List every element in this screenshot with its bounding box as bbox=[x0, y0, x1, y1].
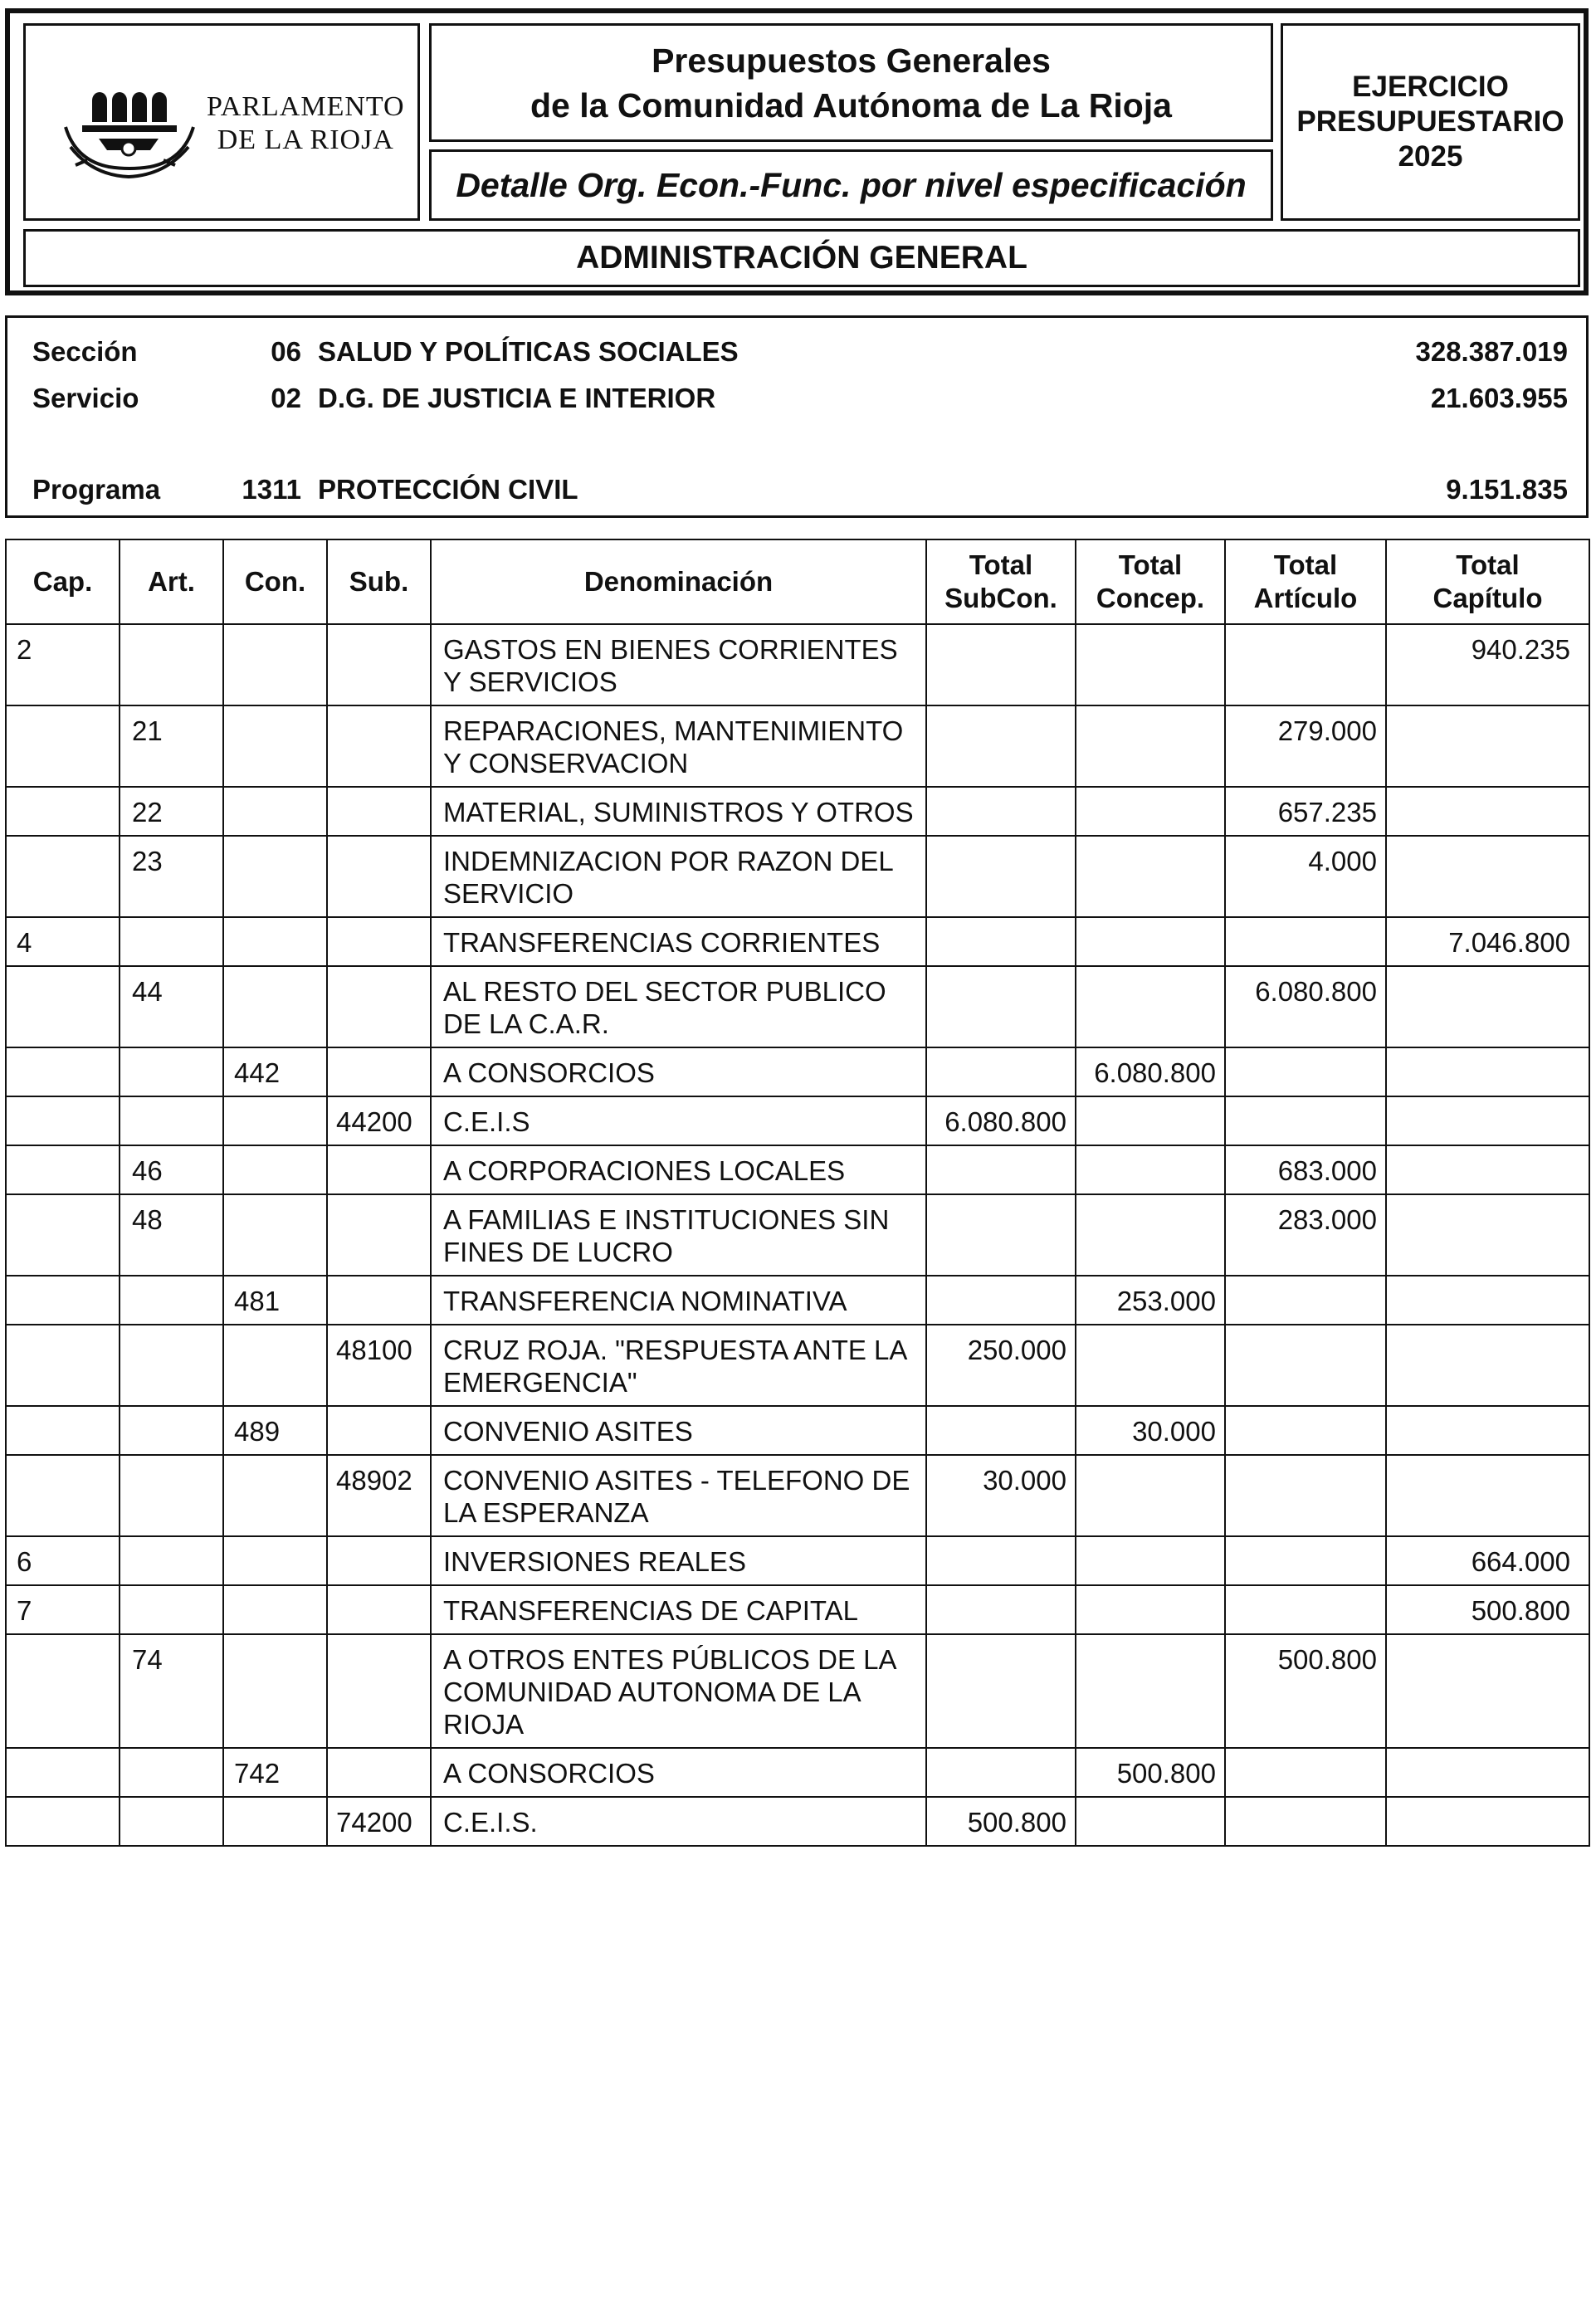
cap-cell bbox=[6, 1406, 120, 1455]
total-articulo-cell bbox=[1225, 1797, 1386, 1846]
table-row bbox=[6, 966, 1589, 1047]
con-cell: 742 bbox=[223, 1748, 327, 1797]
table-row bbox=[6, 1194, 1589, 1276]
con-cell bbox=[223, 836, 327, 917]
header-total-articulo-2: Artículo bbox=[1253, 583, 1358, 613]
total-articulo-cell: 283.000 bbox=[1225, 1194, 1386, 1276]
cap-cell bbox=[6, 1145, 120, 1194]
logo-line-2: DE LA RIOJA bbox=[217, 124, 394, 155]
header-art: Art. bbox=[120, 539, 223, 624]
sub-cell: 48902 bbox=[327, 1455, 431, 1536]
denominacion-cell: INVERSIONES REALES bbox=[431, 1536, 926, 1585]
art-cell bbox=[120, 1748, 223, 1797]
total-subcon-cell bbox=[926, 1406, 1076, 1455]
total-subcon-cell: 250.000 bbox=[926, 1325, 1076, 1406]
con-cell bbox=[223, 1536, 327, 1585]
total-subcon-cell bbox=[926, 966, 1076, 1047]
con-cell bbox=[223, 966, 327, 1047]
table-row bbox=[6, 787, 1589, 836]
table-row bbox=[6, 836, 1589, 917]
header-total-subcon-2: SubCon. bbox=[944, 583, 1057, 613]
sub-cell bbox=[327, 705, 431, 787]
programa-label: Programa bbox=[32, 474, 161, 505]
header-total-capitulo-1: Total bbox=[1456, 549, 1520, 580]
table-row bbox=[6, 1047, 1589, 1096]
total-capitulo-cell bbox=[1386, 966, 1589, 1047]
art-cell: 46 bbox=[120, 1145, 223, 1194]
cap-cell bbox=[6, 1194, 120, 1276]
document-header bbox=[5, 8, 1589, 295]
total-concep-cell bbox=[1076, 836, 1225, 917]
art-cell: 44 bbox=[120, 966, 223, 1047]
logo-box bbox=[23, 23, 420, 221]
total-capitulo-cell bbox=[1386, 1096, 1589, 1145]
total-articulo-cell bbox=[1225, 1536, 1386, 1585]
budget-info-block bbox=[5, 315, 1589, 518]
total-subcon-cell bbox=[926, 1536, 1076, 1585]
header-total-subcon-1: Total bbox=[969, 549, 1033, 580]
art-cell bbox=[120, 1276, 223, 1325]
total-capitulo-cell: 940.235 bbox=[1386, 624, 1589, 705]
total-articulo-cell bbox=[1225, 1325, 1386, 1406]
cap-cell: 7 bbox=[6, 1585, 120, 1634]
total-capitulo-cell bbox=[1386, 1276, 1589, 1325]
art-cell: 21 bbox=[120, 705, 223, 787]
seccion-row bbox=[7, 336, 1586, 369]
total-subcon-cell: 6.080.800 bbox=[926, 1096, 1076, 1145]
total-articulo-cell bbox=[1225, 1748, 1386, 1797]
cap-cell bbox=[6, 966, 120, 1047]
total-articulo-cell: 6.080.800 bbox=[1225, 966, 1386, 1047]
table-row bbox=[6, 1276, 1589, 1325]
sub-cell bbox=[327, 1406, 431, 1455]
total-articulo-cell bbox=[1225, 1096, 1386, 1145]
seccion-name: SALUD Y POLÍTICAS SOCIALES bbox=[318, 336, 739, 367]
cap-cell bbox=[6, 705, 120, 787]
total-capitulo-cell bbox=[1386, 1194, 1589, 1276]
total-subcon-cell bbox=[926, 1276, 1076, 1325]
denominacion-cell: MATERIAL, SUMINISTROS Y OTROS bbox=[431, 787, 926, 836]
sub-cell bbox=[327, 787, 431, 836]
art-cell bbox=[120, 1325, 223, 1406]
total-concep-cell bbox=[1076, 705, 1225, 787]
total-articulo-cell bbox=[1225, 1585, 1386, 1634]
total-concep-cell bbox=[1076, 624, 1225, 705]
art-cell: 23 bbox=[120, 836, 223, 917]
programa-code: 1311 bbox=[242, 474, 301, 505]
denominacion-cell: C.E.I.S bbox=[431, 1096, 926, 1145]
denominacion-cell: A CONSORCIOS bbox=[431, 1047, 926, 1096]
total-concep-cell bbox=[1076, 1797, 1225, 1846]
cap-cell bbox=[6, 1276, 120, 1325]
total-capitulo-cell bbox=[1386, 705, 1589, 787]
table-row bbox=[6, 1145, 1589, 1194]
ejercicio-line-2: PRESUPUESTARIO bbox=[1296, 105, 1564, 138]
cap-cell bbox=[6, 1325, 120, 1406]
total-capitulo-cell bbox=[1386, 1325, 1589, 1406]
denominacion-cell: A CONSORCIOS bbox=[431, 1748, 926, 1797]
total-articulo-cell bbox=[1225, 1276, 1386, 1325]
total-articulo-cell: 683.000 bbox=[1225, 1145, 1386, 1194]
sub-cell bbox=[327, 966, 431, 1047]
sub-cell bbox=[327, 1276, 431, 1325]
total-subcon-cell bbox=[926, 917, 1076, 966]
total-concep-cell bbox=[1076, 1145, 1225, 1194]
cap-cell: 2 bbox=[6, 624, 120, 705]
total-capitulo-cell: 500.800 bbox=[1386, 1585, 1589, 1634]
report-subtitle: Detalle Org. Econ.-Func. por nivel especificación bbox=[429, 149, 1273, 221]
art-cell bbox=[120, 917, 223, 966]
table-header-row bbox=[6, 539, 1589, 624]
total-subcon-cell bbox=[926, 1748, 1076, 1797]
total-articulo-cell bbox=[1225, 917, 1386, 966]
total-subcon-cell bbox=[926, 705, 1076, 787]
total-concep-cell bbox=[1076, 917, 1225, 966]
programa-row bbox=[7, 474, 1586, 507]
total-concep-cell bbox=[1076, 1585, 1225, 1634]
sub-cell bbox=[327, 1536, 431, 1585]
total-concep-cell bbox=[1076, 1325, 1225, 1406]
con-cell bbox=[223, 1096, 327, 1145]
total-subcon-cell bbox=[926, 624, 1076, 705]
header-total-subcon bbox=[926, 539, 1076, 624]
programa-name: PROTECCIÓN CIVIL bbox=[318, 474, 578, 505]
total-subcon-cell bbox=[926, 787, 1076, 836]
sub-cell: 74200 bbox=[327, 1797, 431, 1846]
total-capitulo-cell bbox=[1386, 1748, 1589, 1797]
cap-cell bbox=[6, 836, 120, 917]
ejercicio-line-1: EJERCICIO bbox=[1352, 71, 1509, 103]
total-capitulo-cell bbox=[1386, 1634, 1589, 1748]
art-cell bbox=[120, 624, 223, 705]
header-total-concep bbox=[1076, 539, 1225, 624]
total-subcon-cell bbox=[926, 1145, 1076, 1194]
total-capitulo-cell: 7.046.800 bbox=[1386, 917, 1589, 966]
total-concep-cell: 30.000 bbox=[1076, 1406, 1225, 1455]
servicio-code: 02 bbox=[271, 383, 301, 413]
total-capitulo-cell bbox=[1386, 1145, 1589, 1194]
header-total-concep-2: Concep. bbox=[1096, 583, 1205, 613]
seccion-amount: 328.387.019 bbox=[1415, 336, 1568, 367]
cap-cell bbox=[6, 1455, 120, 1536]
sub-cell bbox=[327, 1748, 431, 1797]
total-concep-cell: 253.000 bbox=[1076, 1276, 1225, 1325]
denominacion-cell: CONVENIO ASITES bbox=[431, 1406, 926, 1455]
total-subcon-cell bbox=[926, 1047, 1076, 1096]
seccion-label: Sección bbox=[32, 336, 138, 367]
title-line-2: de la Comunidad Autónoma de La Rioja bbox=[530, 85, 1172, 124]
art-cell bbox=[120, 1797, 223, 1846]
sub-cell bbox=[327, 1047, 431, 1096]
sub-cell bbox=[327, 624, 431, 705]
con-cell bbox=[223, 1797, 327, 1846]
header-total-articulo-1: Total bbox=[1273, 549, 1338, 580]
total-capitulo-cell bbox=[1386, 1406, 1589, 1455]
total-concep-cell bbox=[1076, 1536, 1225, 1585]
denominacion-cell: TRANSFERENCIA NOMINATIVA bbox=[431, 1276, 926, 1325]
total-articulo-cell bbox=[1225, 1406, 1386, 1455]
denominacion-cell: C.E.I.S. bbox=[431, 1797, 926, 1846]
cap-cell bbox=[6, 1748, 120, 1797]
total-capitulo-cell bbox=[1386, 1455, 1589, 1536]
parliament-logo-icon bbox=[59, 67, 208, 192]
table-row bbox=[6, 1096, 1589, 1145]
denominacion-cell: A FAMILIAS E INSTITUCIONES SIN FINES DE LUCRO bbox=[431, 1194, 926, 1276]
total-capitulo-cell bbox=[1386, 836, 1589, 917]
total-concep-cell: 500.800 bbox=[1076, 1748, 1225, 1797]
servicio-name: D.G. DE JUSTICIA E INTERIOR bbox=[318, 383, 716, 413]
table-body bbox=[6, 624, 1589, 1846]
table-row bbox=[6, 1797, 1589, 1846]
con-cell bbox=[223, 917, 327, 966]
denominacion-cell: CRUZ ROJA. "RESPUESTA ANTE LA EMERGENCIA" bbox=[431, 1325, 926, 1406]
con-cell: 442 bbox=[223, 1047, 327, 1096]
logo-line-1: PARLAMENTO bbox=[207, 91, 405, 122]
sub-cell: 44200 bbox=[327, 1096, 431, 1145]
header-sub: Sub. bbox=[327, 539, 431, 624]
total-capitulo-cell bbox=[1386, 1797, 1589, 1846]
total-articulo-cell bbox=[1225, 624, 1386, 705]
art-cell: 22 bbox=[120, 787, 223, 836]
cap-cell bbox=[6, 1634, 120, 1748]
con-cell: 481 bbox=[223, 1276, 327, 1325]
con-cell bbox=[223, 1634, 327, 1748]
table-row bbox=[6, 1325, 1589, 1406]
servicio-label: Servicio bbox=[32, 383, 139, 413]
header-cap: Cap. bbox=[6, 539, 120, 624]
con-cell bbox=[223, 1325, 327, 1406]
header-total-concep-1: Total bbox=[1118, 549, 1183, 580]
art-cell bbox=[120, 1536, 223, 1585]
cap-cell: 6 bbox=[6, 1536, 120, 1585]
cap-cell bbox=[6, 1096, 120, 1145]
title-line-1: Presupuestos Generales bbox=[652, 41, 1051, 80]
servicio-row bbox=[7, 383, 1586, 416]
total-articulo-cell: 657.235 bbox=[1225, 787, 1386, 836]
total-articulo-cell bbox=[1225, 1455, 1386, 1536]
total-subcon-cell bbox=[926, 1585, 1076, 1634]
table-row bbox=[6, 705, 1589, 787]
total-capitulo-cell: 664.000 bbox=[1386, 1536, 1589, 1585]
con-cell bbox=[223, 705, 327, 787]
sub-cell bbox=[327, 836, 431, 917]
total-concep-cell bbox=[1076, 1455, 1225, 1536]
budget-title bbox=[429, 23, 1273, 142]
table-row bbox=[6, 1536, 1589, 1585]
servicio-amount: 21.603.955 bbox=[1430, 383, 1568, 413]
total-subcon-cell: 30.000 bbox=[926, 1455, 1076, 1536]
header-denominacion: Denominación bbox=[431, 539, 926, 624]
total-subcon-cell bbox=[926, 1194, 1076, 1276]
sub-cell: 48100 bbox=[327, 1325, 431, 1406]
total-subcon-cell bbox=[926, 836, 1076, 917]
sub-cell bbox=[327, 917, 431, 966]
total-subcon-cell bbox=[926, 1634, 1076, 1748]
cap-cell: 4 bbox=[6, 917, 120, 966]
denominacion-cell: A CORPORACIONES LOCALES bbox=[431, 1145, 926, 1194]
denominacion-cell: TRANSFERENCIAS CORRIENTES bbox=[431, 917, 926, 966]
table-row bbox=[6, 1634, 1589, 1748]
table-row bbox=[6, 624, 1589, 705]
cap-cell bbox=[6, 1797, 120, 1846]
seccion-code: 06 bbox=[271, 336, 301, 367]
art-cell bbox=[120, 1406, 223, 1455]
programa-amount: 9.151.835 bbox=[1446, 474, 1568, 505]
sub-cell bbox=[327, 1585, 431, 1634]
cap-cell bbox=[6, 787, 120, 836]
con-cell bbox=[223, 1455, 327, 1536]
con-cell bbox=[223, 624, 327, 705]
con-cell: 489 bbox=[223, 1406, 327, 1455]
total-capitulo-cell bbox=[1386, 787, 1589, 836]
art-cell: 74 bbox=[120, 1634, 223, 1748]
total-articulo-cell: 500.800 bbox=[1225, 1634, 1386, 1748]
header-total-capitulo bbox=[1386, 539, 1589, 624]
ejercicio-year: 2025 bbox=[1398, 140, 1463, 173]
total-concep-cell bbox=[1076, 1634, 1225, 1748]
sub-cell bbox=[327, 1634, 431, 1748]
header-total-capitulo-2: Capítulo bbox=[1432, 583, 1543, 613]
table-row bbox=[6, 1748, 1589, 1797]
sub-cell bbox=[327, 1145, 431, 1194]
total-concep-cell: 6.080.800 bbox=[1076, 1047, 1225, 1096]
fiscal-year-box bbox=[1281, 23, 1580, 221]
header-con: Con. bbox=[223, 539, 327, 624]
denominacion-cell: A OTROS ENTES PÚBLICOS DE LA COMUNIDAD AUTONOMA DE LA RIOJA bbox=[431, 1634, 926, 1748]
table-row bbox=[6, 917, 1589, 966]
denominacion-cell: AL RESTO DEL SECTOR PUBLICO DE LA C.A.R. bbox=[431, 966, 926, 1047]
total-concep-cell bbox=[1076, 966, 1225, 1047]
denominacion-cell: INDEMNIZACION POR RAZON DEL SERVICIO bbox=[431, 836, 926, 917]
art-cell bbox=[120, 1047, 223, 1096]
total-capitulo-cell bbox=[1386, 1047, 1589, 1096]
art-cell: 48 bbox=[120, 1194, 223, 1276]
total-concep-cell bbox=[1076, 787, 1225, 836]
art-cell bbox=[120, 1096, 223, 1145]
denominacion-cell: REPARACIONES, MANTENIMIENTO Y CONSERVACION bbox=[431, 705, 926, 787]
table-row bbox=[6, 1455, 1589, 1536]
administracion-title: ADMINISTRACIÓN GENERAL bbox=[23, 229, 1580, 287]
con-cell bbox=[223, 1145, 327, 1194]
con-cell bbox=[223, 1194, 327, 1276]
total-subcon-cell: 500.800 bbox=[926, 1797, 1076, 1846]
header-total-articulo bbox=[1225, 539, 1386, 624]
denominacion-cell: CONVENIO ASITES - TELEFONO DE LA ESPERANZA bbox=[431, 1455, 926, 1536]
con-cell bbox=[223, 787, 327, 836]
denominacion-cell: GASTOS EN BIENES CORRIENTES Y SERVICIOS bbox=[431, 624, 926, 705]
total-articulo-cell bbox=[1225, 1047, 1386, 1096]
table-row bbox=[6, 1585, 1589, 1634]
art-cell bbox=[120, 1455, 223, 1536]
total-concep-cell bbox=[1076, 1096, 1225, 1145]
table-row bbox=[6, 1406, 1589, 1455]
total-concep-cell bbox=[1076, 1194, 1225, 1276]
sub-cell bbox=[327, 1194, 431, 1276]
total-articulo-cell: 279.000 bbox=[1225, 705, 1386, 787]
parliament-logo-text bbox=[207, 90, 405, 157]
total-articulo-cell: 4.000 bbox=[1225, 836, 1386, 917]
art-cell bbox=[120, 1585, 223, 1634]
budget-table bbox=[5, 539, 1590, 1847]
denominacion-cell: TRANSFERENCIAS DE CAPITAL bbox=[431, 1585, 926, 1634]
con-cell bbox=[223, 1585, 327, 1634]
cap-cell bbox=[6, 1047, 120, 1096]
